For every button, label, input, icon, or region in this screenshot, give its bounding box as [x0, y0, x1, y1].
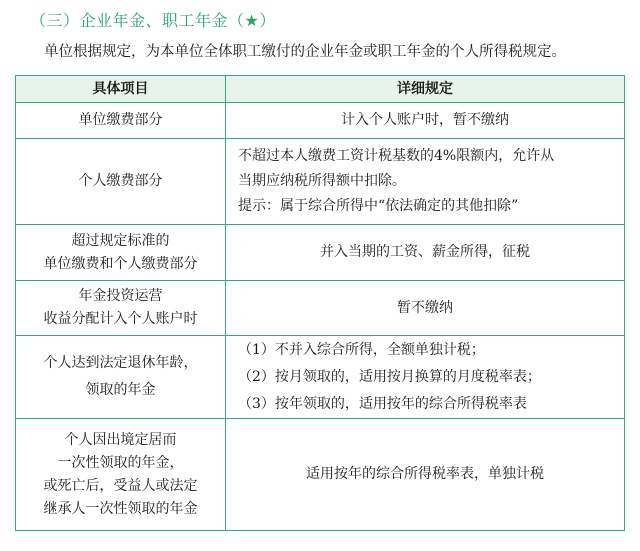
table-row [16, 103, 625, 139]
item-line: 个人缴费部分 [78, 173, 163, 189]
header-item: 具体项目 [16, 76, 226, 103]
item-line: 个人达到法定退休年龄， [43, 355, 198, 371]
detail-cell [226, 103, 625, 139]
table-row [16, 281, 625, 336]
detail-line: 计入个人账户时，暂不缴纳 [341, 112, 509, 128]
detail-line: 适用按年的综合所得税率表，单独计税 [306, 466, 544, 482]
table-row [16, 139, 625, 225]
item-line: 或死亡后，受益人或法定 [43, 477, 198, 494]
tax-rules-table [15, 75, 625, 531]
table-row [16, 419, 625, 531]
header-detail: 详细规定 [226, 76, 625, 103]
intro-paragraph: 单位根据规定，为本单位全体职工缴付的企业年金或职工年金的个人所得税规定。 [44, 44, 566, 60]
item-line: 超过规定标准的 [71, 232, 170, 249]
detail-cell [226, 336, 625, 419]
item-line: 一次性领取的年金， [57, 454, 184, 471]
detail-cell [226, 281, 625, 336]
detail-cell [226, 139, 625, 225]
detail-line: 提示：属于综合所得中“依法确定的其他扣除” [238, 198, 519, 214]
table-row [16, 336, 625, 419]
item-line: 收益分配计入个人账户时 [43, 311, 198, 327]
table-row [16, 225, 625, 281]
item-cell [16, 281, 226, 336]
item-line: 领取的年金 [85, 382, 156, 398]
table-header-row [16, 76, 625, 103]
item-cell [16, 336, 226, 419]
detail-line: 当期应纳税所得额中扣除。 [238, 173, 406, 189]
detail-line: （3）按年领取的，适用按年的综合所得税率表 [238, 395, 527, 412]
item-cell [16, 139, 226, 225]
item-cell [16, 103, 226, 139]
detail-cell [226, 225, 625, 281]
section-title: （三）企业年金、职工年金（★） [30, 11, 276, 30]
detail-line: （1）不并入综合所得，全额单独计税； [238, 341, 485, 358]
detail-line: 暂不缴纳 [397, 299, 453, 316]
item-cell [16, 419, 226, 531]
item-cell [16, 225, 226, 281]
detail-line: 并入当期的工资、薪金所得，征税 [320, 244, 530, 260]
detail-line: （2）按月领取的，适用按月换算的月度税率表； [238, 368, 541, 385]
item-line: 单位缴费和个人缴费部分 [43, 255, 198, 272]
item-line: 继承人一次性领取的年金 [43, 500, 198, 517]
item-line: 个人因出境定居而 [64, 431, 177, 448]
item-line: 单位缴费部分 [78, 112, 163, 128]
item-line: 年金投资运营 [78, 288, 163, 304]
detail-line: 不超过本人缴费工资计税基数的4%限额内，允许从 [238, 148, 555, 164]
detail-cell [226, 419, 625, 531]
